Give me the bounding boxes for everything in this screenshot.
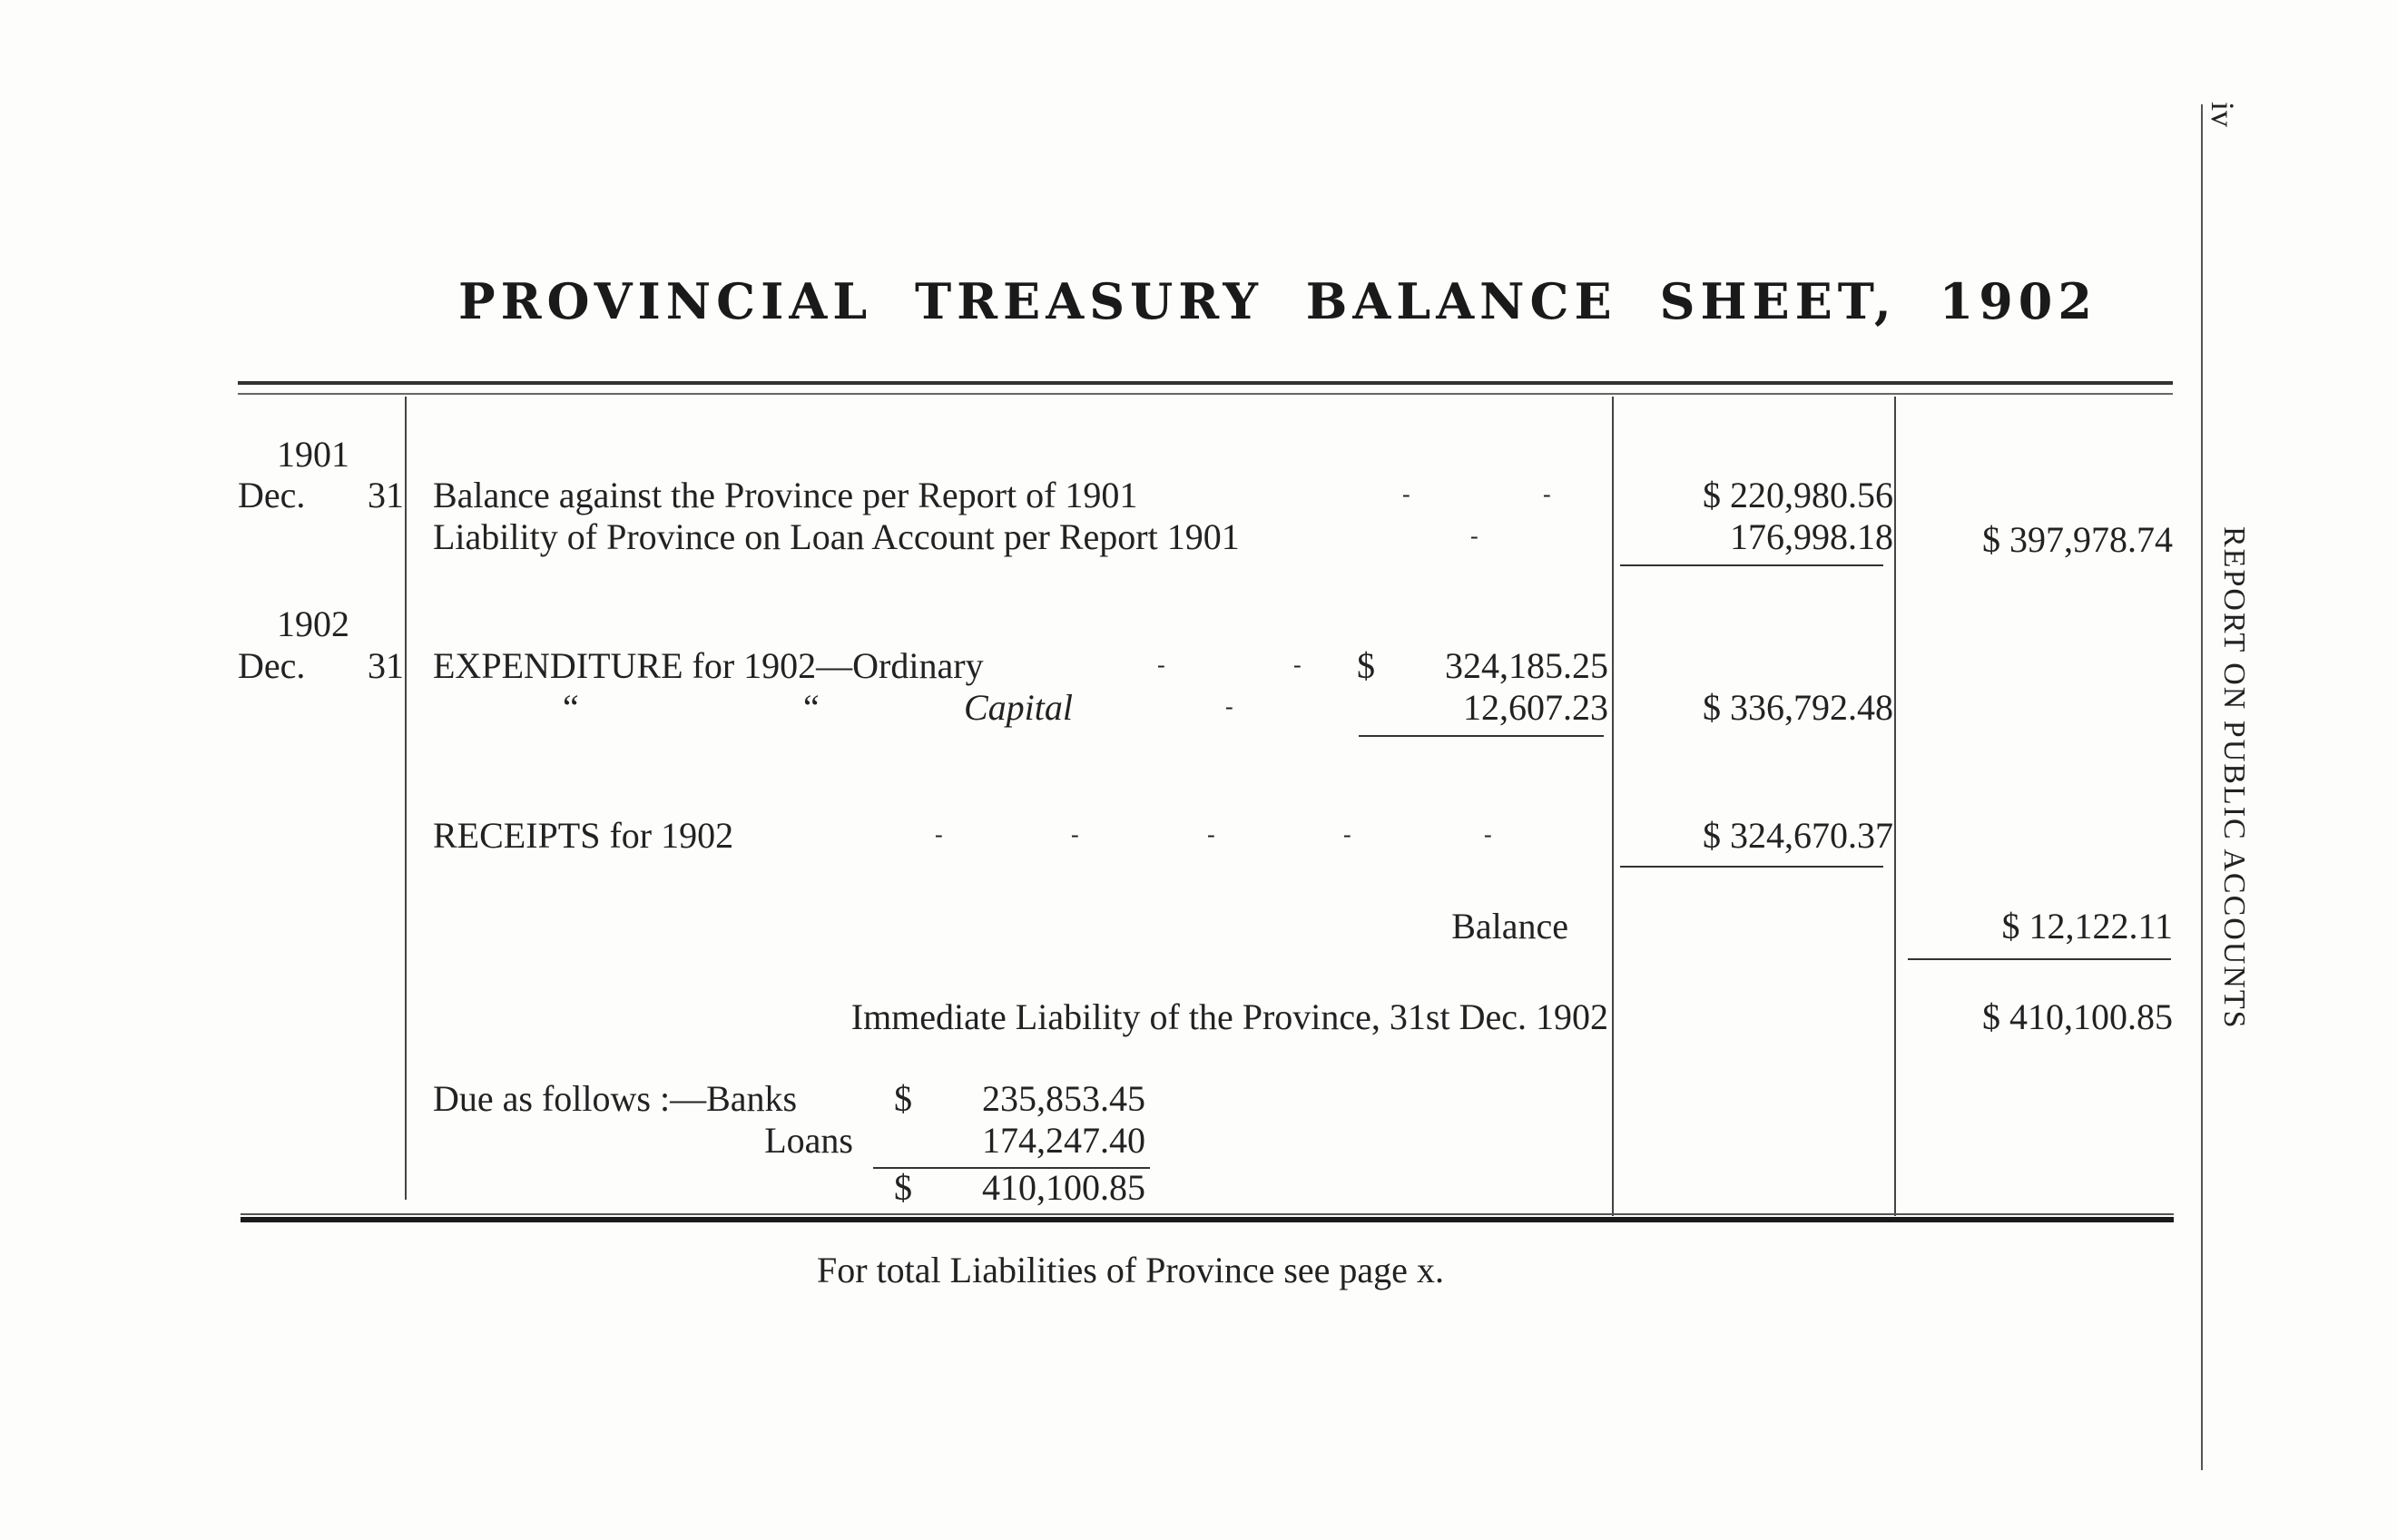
sum-rule: [1620, 564, 1883, 566]
ordinary-dollar-sign: $: [1357, 645, 1375, 686]
page-title: PROVINCIAL TREASURY BALANCE SHEET, 1902: [458, 272, 2097, 330]
date-month: Dec.: [238, 475, 306, 515]
loan-liability-amount: 176,998.18: [1730, 516, 1893, 557]
total-column-rule: [1894, 397, 1896, 1216]
expenditure-total: $ 336,792.48: [1703, 687, 1893, 728]
leader-dash: -: [1225, 693, 1233, 720]
date-day: 31: [368, 645, 404, 686]
liability-1901-total: $ 397,978.74: [1982, 519, 2173, 560]
page-number: iv: [2205, 102, 2241, 128]
leader-dash: -: [1543, 481, 1551, 507]
leader-dash: -: [1293, 652, 1302, 678]
ordinary-amount: 324,185.25: [1445, 645, 1608, 686]
date-month: Dec.: [238, 645, 306, 686]
leader-dash: -: [1402, 481, 1410, 507]
balance-against-label: Balance against the Province per Report of 1901: [433, 475, 1138, 515]
immediate-liability-label: Immediate Liability of the Province, 31st Dec. 1902: [850, 996, 1608, 1037]
bottom-rule-thick: [241, 1217, 2174, 1222]
banks-amount: 235,853.45: [982, 1078, 1145, 1119]
immediate-liability-amount: $ 410,100.85: [1982, 996, 2173, 1037]
top-rule-thick: [238, 381, 2173, 385]
balance-amount: $ 12,122.11: [2001, 906, 2173, 947]
ditto-mark: “: [563, 687, 579, 728]
capital-label: Capital: [964, 687, 1074, 728]
bottom-rule-thin: [241, 1213, 2174, 1215]
loan-liability-label: Liability of Province on Loan Account per Report 1901: [433, 516, 1240, 557]
leader-dash: -: [1207, 821, 1215, 848]
loans-amount: 174,247.40: [982, 1120, 1145, 1161]
leader-dash: -: [1071, 821, 1079, 848]
balance-label: Balance: [1451, 906, 1568, 947]
expenditure-ordinary-label: EXPENDITURE for 1902—Ordinary: [433, 645, 984, 686]
receipts-amount: $ 324,670.37: [1703, 815, 1893, 856]
date-day: 31: [368, 475, 404, 515]
running-head: REPORT ON PUBLIC ACCOUNTS: [2217, 526, 2251, 1030]
sum-rule: [1359, 735, 1604, 737]
sum-rule: [1620, 866, 1883, 868]
margin-rule: [2201, 104, 2203, 1470]
receipts-label: RECEIPTS for 1902: [433, 815, 734, 856]
banks-dollar-sign: $: [894, 1078, 912, 1119]
due-banks-label: Due as follows :—Banks: [433, 1078, 798, 1119]
leader-dash: -: [1343, 821, 1351, 848]
sum-rule: [1908, 958, 2171, 960]
date-column-rule: [405, 397, 407, 1200]
top-rule-thin: [238, 393, 2173, 395]
due-total-amount: 410,100.85: [982, 1167, 1145, 1208]
capital-amount: 12,607.23: [1463, 687, 1608, 728]
leader-dash: -: [1470, 523, 1478, 549]
balance-against-amount: $ 220,980.56: [1703, 475, 1893, 515]
footnote: For total Liabilities of Province see page x.: [817, 1250, 1444, 1290]
ditto-mark: “: [803, 687, 820, 728]
year-1901: 1901: [277, 434, 349, 475]
due-total-dollar-sign: $: [894, 1167, 912, 1208]
year-1902: 1902: [277, 603, 349, 644]
leader-dash: -: [1484, 821, 1492, 848]
leader-dash: -: [1157, 652, 1165, 678]
leader-dash: -: [935, 821, 943, 848]
loans-label: Loans: [764, 1120, 853, 1161]
amount-column-rule: [1612, 397, 1614, 1216]
